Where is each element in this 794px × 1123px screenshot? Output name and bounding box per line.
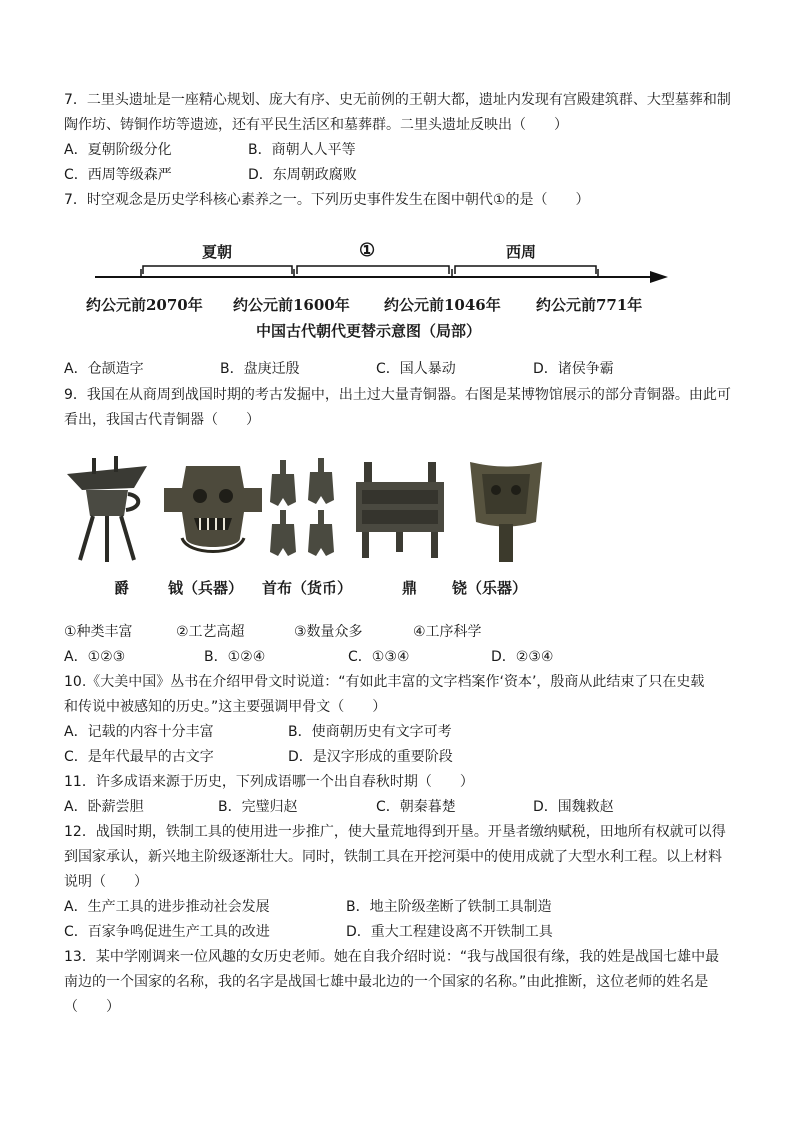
q11-option-b[interactable]: B．完璧归赵 <box>218 799 298 815</box>
q7b-option-a[interactable]: A．仓颉造字 <box>64 361 144 377</box>
jue-vessel-image <box>62 456 152 566</box>
timeline-date-1046: 约公元前1046年 <box>384 296 501 314</box>
q9-stem-line2: 看出，我国古代青铜器（ ） <box>64 412 260 428</box>
q7a-stem-line2: 陶作坊、铸铜作坊等遗迹，还有平民生活区和墓葬群。二里头遗址反映出（ ） <box>64 117 568 133</box>
q13-stem-line3: （ ） <box>64 999 120 1015</box>
q9-option-b[interactable]: B．①②④ <box>204 649 266 665</box>
q9-statement-4: ④工序科学 <box>413 624 482 640</box>
q11-stem-line1: 11．许多成语来源于历史，下列成语哪一个出自春秋时期（ ） <box>64 774 474 790</box>
q9-statement-2: ②工艺高超 <box>176 624 245 640</box>
timeline-date-771: 约公元前771年 <box>536 296 643 314</box>
timeline-caption: 中国古代朝代更替示意图（局部） <box>256 322 482 340</box>
q9-statement-1: ①种类丰富 <box>64 624 133 640</box>
q12-option-d[interactable]: D．重大工程建设离不开铁制工具 <box>346 924 553 940</box>
q10-stem-line1: 10.《大美中国》丛书在介绍甲骨文时说道：“有如此丰富的文字档案作‘资本’，殷商从此结束了只在史载 <box>64 674 705 690</box>
q9-option-a[interactable]: A．①②③ <box>64 649 126 665</box>
q13-stem-line2: 南边的一个国家的名称，我的名字是战国七雄中最北边的一个国家的名称。”由此推断，这位老师的姓名是 <box>64 974 709 990</box>
q12-stem-line1: 12．战国时期，铁制工具的使用进一步推广，使大量荒地得到开垦。开垦者缴纳赋税，田地所有权就可以得 <box>64 824 726 840</box>
q13-stem-line1: 13．某中学刚调来一位风趣的女历史老师。她在自我介绍时说：“我与战国很有缘，我的姓是战国七雄中最 <box>64 949 720 965</box>
artifact-label-nao: 铙（乐器） <box>452 579 528 597</box>
timeline-date-1600: 约公元前1600年 <box>233 296 350 314</box>
ding-cauldron-image <box>350 460 450 560</box>
yue-axe-image <box>158 460 268 560</box>
q7b-stem-line1: 7．时空观念是历史学科核心素养之一。下列历史事件发生在图中朝代①的是（ ） <box>64 192 590 208</box>
q7a-option-d[interactable]: D．东周朝政腐败 <box>248 167 357 183</box>
timeline-period-1: ① <box>359 240 376 261</box>
q7a-option-c[interactable]: C．西周等级森严 <box>64 167 172 183</box>
q9-stem-line1: 9．我国在从商周到战国时期的考古发掘中，出土过大量青铜器。右图是某博物馆展示的部分青铜器。由此可 <box>64 387 731 403</box>
q12-stem-line3: 说明（ ） <box>64 874 148 890</box>
q11-option-c[interactable]: C．朝秦暮楚 <box>376 799 456 815</box>
timeline-period-xizhou: 西周 <box>506 243 537 261</box>
q7a-option-a[interactable]: A．夏朝阶级分化 <box>64 142 172 158</box>
shoubu-coins-image <box>266 456 346 566</box>
q9-option-c[interactable]: C．①③④ <box>348 649 410 665</box>
artifact-label-shoubu: 首布（货币） <box>262 579 353 597</box>
q12-option-b[interactable]: B．地主阶级垄断了铁制工具制造 <box>346 899 552 915</box>
q7b-option-b[interactable]: B．盘庚迁殷 <box>220 361 300 377</box>
artifact-label-jue: 爵 <box>114 579 130 597</box>
artifact-label-ding: 鼎 <box>402 579 418 597</box>
q7a-option-b[interactable]: B．商朝人人平等 <box>248 142 356 158</box>
q11-option-a[interactable]: A．卧薪尝胆 <box>64 799 144 815</box>
q10-option-c[interactable]: C．是年代最早的古文字 <box>64 749 214 765</box>
q10-option-d[interactable]: D．是汉字形成的重要阶段 <box>288 749 453 765</box>
nao-bell-image <box>466 456 546 566</box>
q7a-stem-line1: 7．二里头遗址是一座精心规划、庞大有序、史无前例的王朝大都，遗址内发现有宫殿建筑群、大型墓葬和制 <box>64 92 731 108</box>
q12-stem-line2: 到国家承认，新兴地主阶级逐渐壮大。同时，铁制工具在开挖河渠中的使用成就了大型水利工程。以上材料 <box>64 849 722 865</box>
q10-option-b[interactable]: B．使商朝历史有文字可考 <box>288 724 452 740</box>
timeline-period-xia: 夏朝 <box>202 243 233 261</box>
artifact-label-yue: 钺（兵器） <box>168 579 244 597</box>
q9-option-d[interactable]: D．②③④ <box>491 649 554 665</box>
q9-statement-3: ③数量众多 <box>294 624 363 640</box>
timeline-date-2070: 约公元前2070年 <box>86 296 203 314</box>
q11-option-d[interactable]: D．围魏救赵 <box>533 799 614 815</box>
q10-stem-line2: 和传说中被感知的历史。”这主要强调甲骨文（ ） <box>64 699 387 715</box>
q7b-option-c[interactable]: C．国人暴动 <box>376 361 456 377</box>
q10-option-a[interactable]: A．记载的内容十分丰富 <box>64 724 214 740</box>
q7b-option-d[interactable]: D．诸侯争霸 <box>533 361 614 377</box>
q12-option-c[interactable]: C．百家争鸣促进生产工具的改进 <box>64 924 270 940</box>
q12-option-a[interactable]: A．生产工具的进步推动社会发展 <box>64 899 270 915</box>
